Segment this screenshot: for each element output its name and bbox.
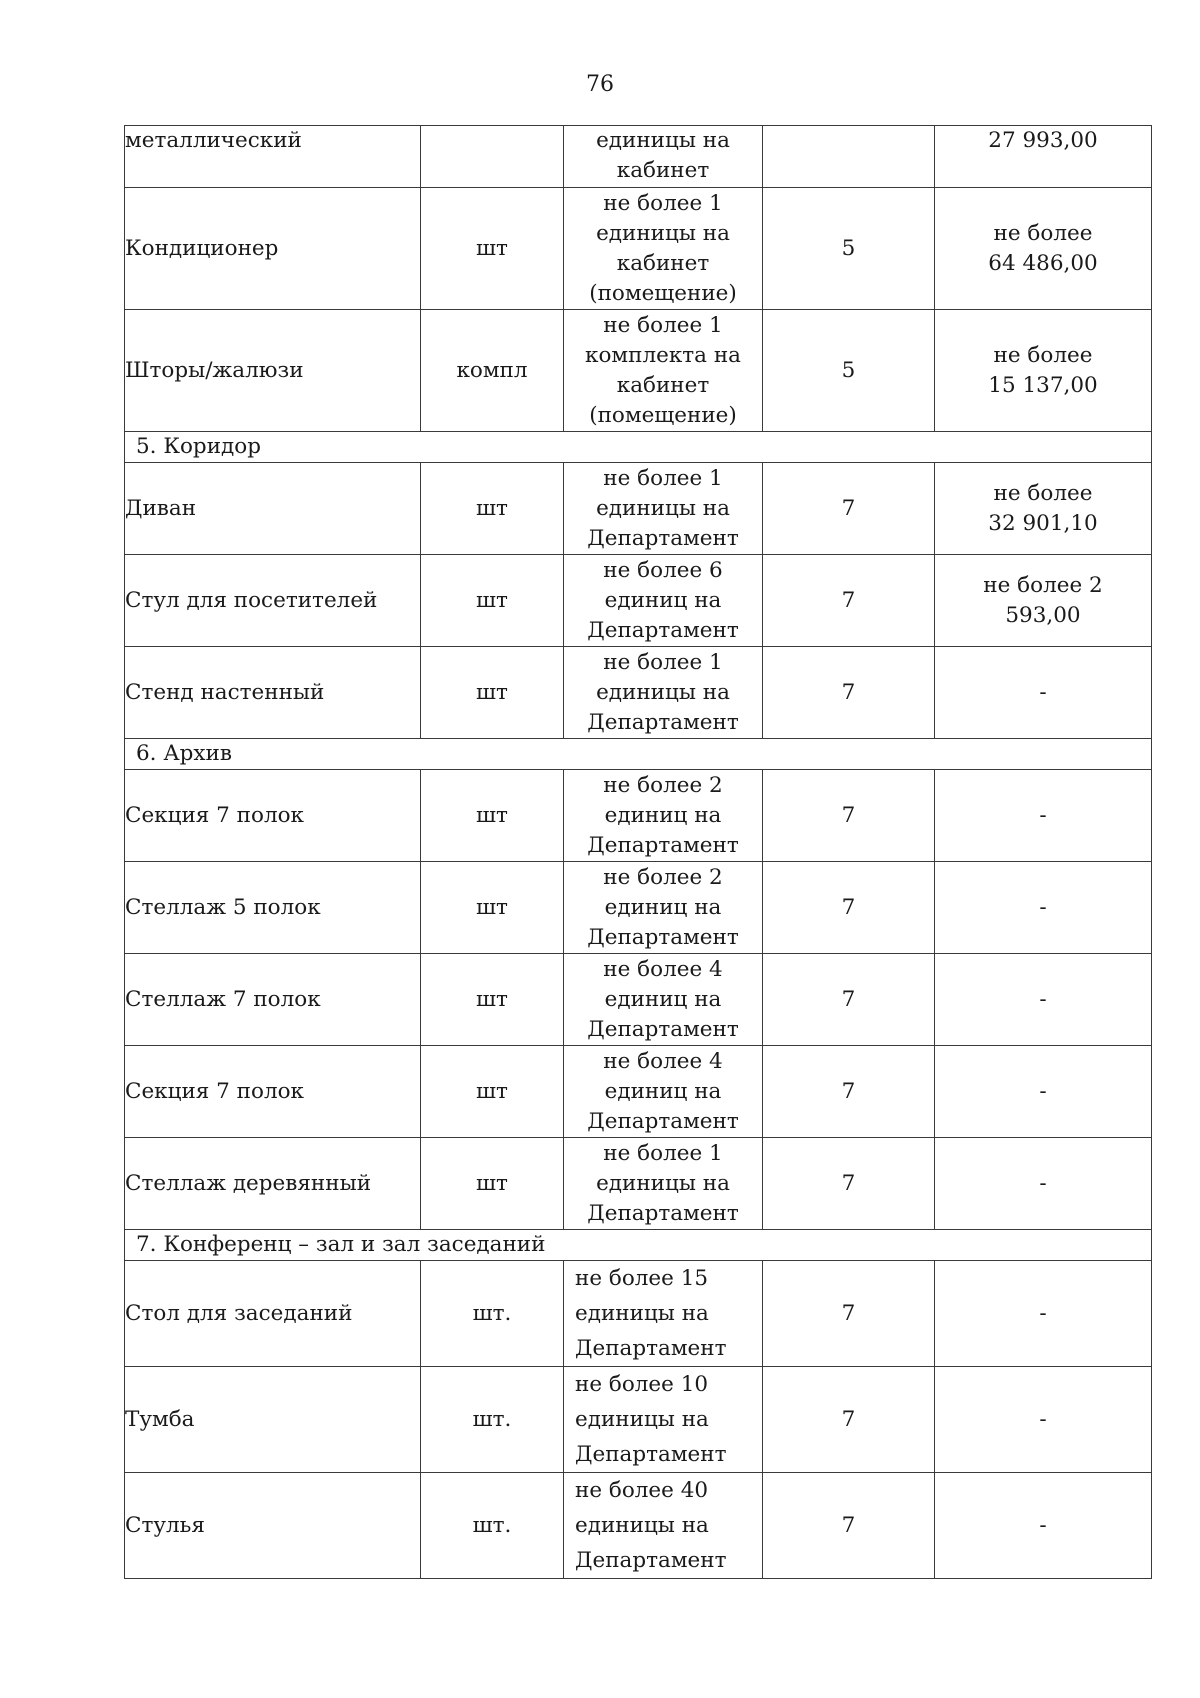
quantity-cell: не более 2 единиц на Департамент (564, 862, 763, 954)
norms-table (124, 125, 1152, 1579)
quantity-cell: не более 1 единицы на Департамент (564, 1138, 763, 1230)
unit-cell: шт (421, 954, 564, 1046)
table-row (125, 463, 1152, 555)
section-header-row (125, 432, 1152, 463)
quantity-cell: не более 6 единиц на Департамент (564, 555, 763, 647)
quantity-cell: не более 2 единиц на Департамент (564, 770, 763, 862)
section-title: 6. Архив (125, 739, 1152, 770)
item-name-cell: Стеллаж 5 полок (125, 862, 421, 954)
price-cell: - (935, 1367, 1152, 1473)
unit-cell: шт (421, 770, 564, 862)
quantity-cell: не более 4 единиц на Департамент (564, 954, 763, 1046)
item-name-cell: Стеллаж 7 полок (125, 954, 421, 1046)
item-name-cell: Секция 7 полок (125, 1046, 421, 1138)
service-life-cell: 7 (763, 1046, 935, 1138)
service-life-cell: 7 (763, 1367, 935, 1473)
unit-cell: шт (421, 1046, 564, 1138)
table-row (125, 1138, 1152, 1230)
price-cell: не более 32 901,10 (935, 463, 1152, 555)
item-name-cell: Стол для заседаний (125, 1261, 421, 1367)
price-cell: - (935, 1261, 1152, 1367)
service-life-cell: 7 (763, 555, 935, 647)
service-life-cell: 7 (763, 1473, 935, 1579)
item-name-cell: Кондиционер (125, 188, 421, 310)
quantity-cell: не более 15 единицы на Департамент (564, 1261, 763, 1367)
quantity-cell: не более 1 единицы на Департамент (564, 463, 763, 555)
service-life-cell (763, 126, 935, 188)
item-name-cell: Диван (125, 463, 421, 555)
table-row (125, 1367, 1152, 1473)
page-number: 76 (586, 72, 614, 97)
unit-cell: шт (421, 463, 564, 555)
item-name-cell: Тумба (125, 1367, 421, 1473)
item-name-cell: Стул для посетителей (125, 555, 421, 647)
table-row (125, 770, 1152, 862)
service-life-cell: 7 (763, 463, 935, 555)
price-cell: - (935, 1473, 1152, 1579)
quantity-cell: не более 40 единицы на Департамент (564, 1473, 763, 1579)
service-life-cell: 7 (763, 862, 935, 954)
quantity-cell: не более 10 единицы на Департамент (564, 1367, 763, 1473)
table-row (125, 954, 1152, 1046)
price-cell: - (935, 1046, 1152, 1138)
table-row (125, 1046, 1152, 1138)
unit-cell: шт. (421, 1473, 564, 1579)
section-title: 7. Конференц – зал и зал заседаний (125, 1230, 1152, 1261)
service-life-cell: 7 (763, 770, 935, 862)
quantity-cell: не более 1 комплекта на кабинет (помещение) (564, 310, 763, 432)
quantity-cell: не более 1 единицы на кабинет (помещение) (564, 188, 763, 310)
item-name-cell: Секция 7 полок (125, 770, 421, 862)
quantity-cell: единицы на кабинет (564, 126, 763, 188)
unit-cell: шт (421, 862, 564, 954)
unit-cell: компл (421, 310, 564, 432)
item-name-cell: Стенд настенный (125, 647, 421, 739)
price-cell: не более 15 137,00 (935, 310, 1152, 432)
table-row (125, 647, 1152, 739)
section-header-row (125, 1230, 1152, 1261)
item-name-cell: Стулья (125, 1473, 421, 1579)
section-header-row (125, 739, 1152, 770)
table-row (125, 310, 1152, 432)
price-cell: 27 993,00 (935, 126, 1152, 188)
price-cell: не более 64 486,00 (935, 188, 1152, 310)
service-life-cell: 7 (763, 954, 935, 1046)
item-name-cell: Шторы/жалюзи (125, 310, 421, 432)
item-name-cell: Стеллаж деревянный (125, 1138, 421, 1230)
table-row (125, 126, 1152, 188)
service-life-cell: 5 (763, 188, 935, 310)
unit-cell: шт (421, 555, 564, 647)
table-row (125, 1261, 1152, 1367)
price-cell: - (935, 1138, 1152, 1230)
price-cell: - (935, 954, 1152, 1046)
service-life-cell: 7 (763, 647, 935, 739)
section-title: 5. Коридор (125, 432, 1152, 463)
unit-cell: шт. (421, 1367, 564, 1473)
unit-cell (421, 126, 564, 188)
quantity-cell: не более 4 единиц на Департамент (564, 1046, 763, 1138)
price-cell: не более 2 593,00 (935, 555, 1152, 647)
price-cell: - (935, 770, 1152, 862)
unit-cell: шт (421, 647, 564, 739)
quantity-cell: не более 1 единицы на Департамент (564, 647, 763, 739)
unit-cell: шт (421, 188, 564, 310)
price-cell: - (935, 862, 1152, 954)
table-row (125, 862, 1152, 954)
service-life-cell: 7 (763, 1261, 935, 1367)
item-name-cell: металлический (125, 126, 421, 188)
price-cell: - (935, 647, 1152, 739)
service-life-cell: 7 (763, 1138, 935, 1230)
unit-cell: шт. (421, 1261, 564, 1367)
table-row (125, 1473, 1152, 1579)
service-life-cell: 5 (763, 310, 935, 432)
unit-cell: шт (421, 1138, 564, 1230)
table-row (125, 555, 1152, 647)
table-row (125, 188, 1152, 310)
